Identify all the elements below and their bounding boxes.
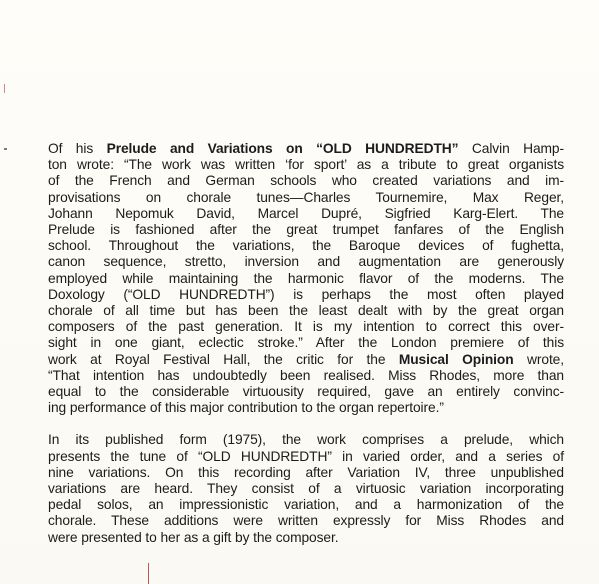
text-line: canon sequence, stretto, inversion and augmentation are generously: [48, 254, 564, 270]
text-line: variations are heard. They consist of a virtuosic variation incorporating: [48, 481, 564, 497]
text-line: [48, 141, 564, 157]
liner-notes-text: [48, 141, 564, 546]
text-line: composers of the past generation. It is my intention to correct this over-: [48, 319, 564, 335]
text-line: ton wrote: “The work was written ‘for sport’ as a tribute to great organists: [48, 157, 564, 173]
fold-mark: [148, 563, 149, 584]
text-line: sight in one giant, eclectic stroke.” After the London premiere of this: [48, 335, 564, 351]
text-line: equal to the considerable virtuousity required, gave an entirely convinc-: [48, 384, 564, 400]
text-line: Prelude is fashioned after the great trumpet fanfares of the English: [48, 222, 564, 238]
text-run: work at Royal Festival Hall, the critic for the: [48, 351, 399, 367]
text-line: chorale of all time but has been the least dealt with by the great organ: [48, 303, 564, 319]
text-line: school. Throughout the variations, the Baroque devices of fughetta,: [48, 238, 564, 254]
margin-mark: [4, 84, 5, 93]
text-line: provisations on chorale tunes—Charles Tournemire, Max Reger,: [48, 189, 564, 205]
text-line: In its published form (1975), the work comprises a prelude, which: [48, 432, 564, 448]
work-title: Prelude and Variations on “OLD HUNDREDTH”: [106, 141, 459, 156]
text-line: chorale. These additions were written expressly for Miss Rhodes and: [48, 513, 564, 529]
text-line: of the French and German schools who created variations and im-: [48, 173, 564, 189]
text-line: “That intention has undoubtedly been realised. Miss Rhodes, more than: [48, 367, 564, 383]
publication-name: Musical Opinion: [398, 351, 514, 367]
paragraph-2: [48, 432, 564, 545]
margin-mark: [4, 148, 7, 150]
text-line: nine variations. On this recording after Variation IV, three unpublished: [48, 464, 564, 480]
text-run: Calvin Hamp-: [458, 141, 564, 156]
text-line: employed while maintaining the harmonic flavor of the moderns. The: [48, 270, 564, 286]
text-line: Doxology (“OLD HUNDREDTH”) is perhaps the most often played: [48, 286, 564, 302]
text-line: presents the tune of “OLD HUNDREDTH” in varied order, and a series of: [48, 448, 564, 464]
text-line: [48, 352, 564, 368]
text-run: Of his: [48, 141, 107, 156]
text-line: were presented to her as a gift by the composer.: [48, 529, 339, 545]
text-line: pedal solos, an impressionistic variation, and a harmonization of the: [48, 497, 564, 513]
text-line: Johann Nepomuk David, Marcel Dupré, Sigfried Karg-Elert. The: [48, 205, 564, 221]
text-line: ing performance of this major contribution to the organ repertoire.”: [48, 400, 444, 416]
text-run: wrote,: [513, 351, 564, 367]
paragraph-1: [48, 141, 564, 416]
